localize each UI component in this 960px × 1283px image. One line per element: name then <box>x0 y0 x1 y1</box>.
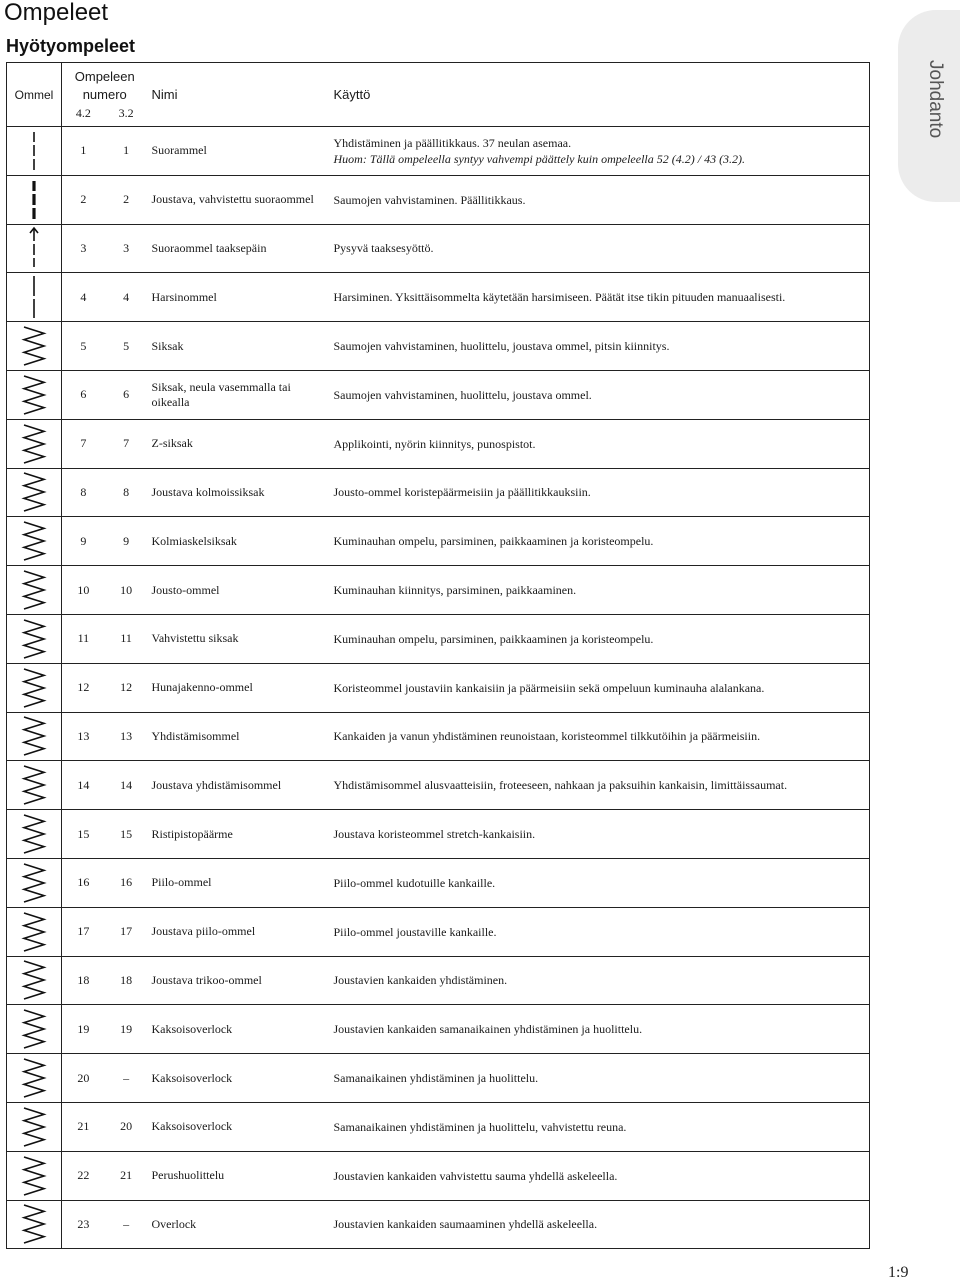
stitch-name: Kaksoisoverlock <box>148 1102 328 1151</box>
header-col-32: 3.2 <box>118 106 134 120</box>
stitch-name: Kaksoisoverlock <box>148 1054 328 1103</box>
header-kaytto: Käyttö <box>328 63 870 127</box>
table-row <box>7 370 870 419</box>
table-row <box>7 858 870 907</box>
stitch-usage-cell <box>328 712 870 761</box>
stitch-number-42: 20 <box>77 1070 90 1085</box>
stitch-icon-cell <box>7 1151 62 1200</box>
table-row <box>7 1200 870 1249</box>
stitch-number-cell <box>62 858 148 907</box>
stitch-name: Ristipistopäärme <box>148 810 328 859</box>
stitch-usage: Applikointi, nyörin kiinnitys, punospistot. <box>333 436 536 451</box>
stitch-number-42: 3 <box>80 240 87 255</box>
stitch-number-32: 1 <box>123 143 130 158</box>
stitch-number-cell <box>62 322 148 371</box>
stitch-number-cell <box>62 566 148 615</box>
stitch-usage: Harsiminen. Yksittäisommelta käytetään harsimiseen. Päätät itse tikin pituuden manuaalisesti. <box>333 290 786 305</box>
stitch-number-cell <box>62 175 148 224</box>
stitch-usage: Yhdistäminen ja päällitikkaus. 37 neulan asemaa. <box>333 135 572 150</box>
stitch-usage-cell <box>328 517 870 566</box>
stitch-number-cell <box>62 517 148 566</box>
stitch-number-cell <box>62 614 148 663</box>
table-row <box>7 614 870 663</box>
stitch-name: Vahvistettu siksak <box>148 614 328 663</box>
stitch-usage-cell <box>328 175 870 224</box>
stitch-usage: Saumojen vahvistaminen, huolittelu, joustava ommel, pitsin kiinnitys. <box>333 339 670 354</box>
stitch-usage: Kankaiden ja vanun yhdistäminen reunoistaan, koristeommel tilkkutöihin ja päärmeisiin. <box>333 729 761 744</box>
stitch-usage-cell <box>328 1151 870 1200</box>
stitch-number-32: – <box>123 1070 130 1085</box>
stitch-number-cell <box>62 1200 148 1249</box>
stitch-icon-cell <box>7 858 62 907</box>
stitch-number-cell <box>62 712 148 761</box>
stitch-name: Siksak <box>148 322 328 371</box>
table-row <box>7 1102 870 1151</box>
stitch-icon-cell <box>7 419 62 468</box>
stitch-number-cell <box>62 1102 148 1151</box>
stitch-number-cell <box>62 761 148 810</box>
reverse-straight-stitch-icon <box>7 225 61 271</box>
header-numero: Ompeleen numero 4.2 3.2 <box>62 63 148 127</box>
stitch-icon-cell <box>7 322 62 371</box>
stitch-usage-cell <box>328 663 870 712</box>
stitch-usage: Joustavien kankaiden saumaaminen yhdellä askeleella. <box>333 1217 598 1232</box>
stitch-name: Hunajakenno-ommel <box>148 663 328 712</box>
stitch-number-32: 9 <box>123 533 130 548</box>
stitch-usage-cell <box>328 1200 870 1249</box>
stitch-usage: Kuminauhan ompelu, parsiminen, paikkaaminen ja koristeompelu. <box>333 534 654 549</box>
table-row <box>7 517 870 566</box>
stitch-number-32: 7 <box>123 436 130 451</box>
stitch-name: Jousto-ommel <box>148 566 328 615</box>
stitch-icon-cell <box>7 663 62 712</box>
stitch-name: Kaksoisoverlock <box>148 1005 328 1054</box>
table-row <box>7 810 870 859</box>
stitch-usage: Pysyvä taaksesyöttö. <box>333 241 434 256</box>
table-row <box>7 907 870 956</box>
stitch-number-32: 16 <box>120 875 133 890</box>
stitch-number-32: 4 <box>123 289 130 304</box>
stitch-usage-cell <box>328 614 870 663</box>
double-overlock-c-icon <box>7 1104 61 1150</box>
stitch-number-42: 16 <box>77 875 90 890</box>
stitch-usage: Kuminauhan kiinnitys, parsiminen, paikkaaminen. <box>333 583 577 598</box>
table-row <box>7 468 870 517</box>
cross-stitch-hem-icon <box>7 811 61 857</box>
stitch-number-42: 6 <box>80 387 87 402</box>
joining-stitch-icon <box>7 713 61 759</box>
stitch-number-cell <box>62 468 148 517</box>
stitch-usage-cell <box>328 370 870 419</box>
basic-overcast-icon <box>7 1153 61 1199</box>
stitch-usage: Piilo-ommel kudotuille kankaille. <box>333 875 496 890</box>
triple-zigzag-icon <box>7 469 61 515</box>
stitch-number-42: 12 <box>77 680 90 695</box>
stitch-icon-cell <box>7 1200 62 1249</box>
table-row <box>7 322 870 371</box>
stitch-usage-cell <box>328 127 870 176</box>
stitch-usage-cell <box>328 956 870 1005</box>
stitch-usage-cell <box>328 1054 870 1103</box>
stitch-usage: Saumojen vahvistaminen. Päällitikkaus. <box>333 192 526 207</box>
stitch-usage-cell <box>328 907 870 956</box>
tricot-stitch-icon <box>7 957 61 1003</box>
three-step-zigzag-icon <box>7 518 61 564</box>
table-row <box>7 1151 870 1200</box>
section-title: Hyötyompeleet <box>6 36 136 56</box>
stitch-number-cell <box>62 956 148 1005</box>
stitch-icon-cell <box>7 273 62 322</box>
stitch-number-32: 12 <box>120 680 133 695</box>
stitch-number-42: 23 <box>77 1216 90 1231</box>
stitch-number-32: 3 <box>123 240 130 255</box>
stitch-usage: Joustava koristeommel stretch-kankaisiin. <box>333 827 536 842</box>
stitch-number-cell <box>62 370 148 419</box>
stitch-number-32: 13 <box>120 728 133 743</box>
reinforced-zigzag-icon <box>7 616 61 662</box>
header-ommel: Ommel <box>7 63 62 127</box>
stitch-name: Z-siksak <box>148 419 328 468</box>
stitch-name: Suoraommel taaksepäin <box>148 224 328 273</box>
stitch-number-32: 8 <box>123 484 130 499</box>
stitch-usage: Kuminauhan ompelu, parsiminen, paikkaaminen ja koristeompelu. <box>333 631 654 646</box>
stitch-number-32: 2 <box>123 192 130 207</box>
stitch-name: Suorammel <box>148 127 328 176</box>
stitch-number-32: 17 <box>120 924 133 939</box>
page-title: Ompeleet <box>4 0 109 26</box>
stitch-number-42: 18 <box>77 972 90 987</box>
stitch-number-32: – <box>123 1216 130 1231</box>
reinforced-straight-stitch-icon <box>7 177 61 223</box>
stitch-number-32: 18 <box>120 972 133 987</box>
stitch-number-32: 20 <box>120 1119 133 1134</box>
stitch-number-42: 7 <box>80 436 87 451</box>
stitch-number-42: 15 <box>77 826 90 841</box>
stitch-usage-cell <box>328 468 870 517</box>
stitch-name: Joustava piilo-ommel <box>148 907 328 956</box>
stitch-usage: Piilo-ommel joustaville kankaille. <box>333 924 497 939</box>
stitch-icon-cell <box>7 956 62 1005</box>
table-row <box>7 224 870 273</box>
stitch-number-42: 11 <box>77 631 90 646</box>
double-overlock-icon <box>7 1006 61 1052</box>
zigzag-offset-icon <box>7 372 61 418</box>
table-row <box>7 273 870 322</box>
zigzag-icon <box>7 323 61 369</box>
stitch-number-42: 13 <box>77 728 90 743</box>
stitch-usage: Saumojen vahvistaminen, huolittelu, joustava ommel. <box>333 387 592 402</box>
stitch-name: Joustava yhdistämisommel <box>148 761 328 810</box>
stitch-icon-cell <box>7 1054 62 1103</box>
stitch-name: Yhdistämisommel <box>148 712 328 761</box>
stitch-number-cell <box>62 907 148 956</box>
stitch-icon-cell <box>7 224 62 273</box>
table-row <box>7 127 870 176</box>
stitch-usage: Koristeommel joustaviin kankaisiin ja päärmeisiin sekä ompeluun kuminauha alalankana. <box>333 680 765 695</box>
z-zigzag-icon <box>7 421 61 467</box>
table-row <box>7 566 870 615</box>
stitch-number-42: 14 <box>77 777 90 792</box>
stitch-number-cell <box>62 1005 148 1054</box>
stretch-stitch-icon <box>7 567 61 613</box>
stitch-icon-cell <box>7 517 62 566</box>
stitch-number-32: 11 <box>120 631 132 646</box>
stitch-number-42: 10 <box>77 582 90 597</box>
stitch-usage-cell <box>328 419 870 468</box>
stitch-table <box>6 62 870 1249</box>
stitch-number-32: 10 <box>120 582 133 597</box>
stitch-icon-cell <box>7 907 62 956</box>
stitch-usage-cell <box>328 1005 870 1054</box>
honeycomb-stitch-icon <box>7 665 61 711</box>
stitch-number-42: 19 <box>77 1021 90 1036</box>
table-row <box>7 761 870 810</box>
stitch-usage-cell <box>328 224 870 273</box>
stitch-name: Overlock <box>148 1200 328 1249</box>
stitch-name: Kolmiaskelsiksak <box>148 517 328 566</box>
stitch-number-cell <box>62 273 148 322</box>
stitch-icon-cell <box>7 1102 62 1151</box>
table-row <box>7 956 870 1005</box>
table-row <box>7 175 870 224</box>
basting-stitch-icon <box>7 274 61 320</box>
stitch-number-32: 14 <box>120 777 133 792</box>
double-overlock-b-icon <box>7 1055 61 1101</box>
stitch-number-42: 5 <box>80 338 87 353</box>
stitch-usage: Joustavien kankaiden samanaikainen yhdistäminen ja huolittelu. <box>333 1022 643 1037</box>
stretch-joining-stitch-icon <box>7 762 61 808</box>
stitch-name: Piilo-ommel <box>148 858 328 907</box>
stitch-icon-cell <box>7 127 62 176</box>
stitch-number-42: 17 <box>77 924 90 939</box>
stitch-number-cell <box>62 224 148 273</box>
stitch-number-32: 5 <box>123 338 130 353</box>
table-row <box>7 1005 870 1054</box>
stitch-number-42: 21 <box>77 1119 90 1134</box>
stitch-usage-cell <box>328 858 870 907</box>
stitch-usage-cell <box>328 273 870 322</box>
stretch-blind-hem-icon <box>7 909 61 955</box>
stitch-icon-cell <box>7 566 62 615</box>
stitch-number-42: 2 <box>80 192 87 207</box>
stitch-icon-cell <box>7 175 62 224</box>
header-col-42: 4.2 <box>75 106 91 120</box>
stitch-number-cell <box>62 663 148 712</box>
stitch-icon-cell <box>7 810 62 859</box>
stitch-usage-cell <box>328 810 870 859</box>
page-number: 1:9 <box>888 1264 909 1281</box>
stitch-number-32: 21 <box>120 1168 133 1183</box>
stitch-usage: Samanaikainen yhdistäminen ja huolittelu. <box>333 1071 539 1086</box>
stitch-icon-cell <box>7 468 62 517</box>
stitch-name: Joustava kolmoissiksak <box>148 468 328 517</box>
stitch-note: Huom: Tällä ompeleella syntyy vahvempi päättely kuin ompeleella 52 (4.2) / 43 (3.2). <box>333 151 746 166</box>
table-row <box>7 712 870 761</box>
stitch-number-42: 4 <box>80 289 87 304</box>
stitch-usage-cell <box>328 566 870 615</box>
stitch-usage: Yhdistämisommel alusvaatteisiin, froteeseen, nahkaan ja paksuihin kankaisin, limittäissaumat. <box>333 778 788 793</box>
stitch-icon-cell <box>7 712 62 761</box>
stitch-number-32: 15 <box>120 826 133 841</box>
stitch-number-cell <box>62 810 148 859</box>
side-tab-label: Johdanto <box>925 60 946 139</box>
stitch-name: Perushuolittelu <box>148 1151 328 1200</box>
stitch-name: Harsinommel <box>148 273 328 322</box>
stitch-number-32: 19 <box>120 1021 133 1036</box>
stitch-usage: Samanaikainen yhdistäminen ja huolittelu, vahvistettu reuna. <box>333 1119 627 1134</box>
stitch-number-cell <box>62 419 148 468</box>
stitch-name: Joustava trikoo-ommel <box>148 956 328 1005</box>
stitch-usage: Joustavien kankaiden yhdistäminen. <box>333 973 508 988</box>
stitch-usage: Jousto-ommel koristepäärmeisiin ja päällitikkauksiin. <box>333 485 591 500</box>
table-row <box>7 1054 870 1103</box>
stitch-icon-cell <box>7 370 62 419</box>
stitch-number-cell <box>62 1054 148 1103</box>
stitch-name: Siksak, neula vasemmalla tai oikealla <box>148 370 328 419</box>
stitch-number-cell <box>62 1151 148 1200</box>
stitch-usage-cell <box>328 322 870 371</box>
stitch-icon-cell <box>7 761 62 810</box>
stitch-number-32: 6 <box>123 387 130 402</box>
stitch-icon-cell <box>7 614 62 663</box>
table-row <box>7 419 870 468</box>
stitch-usage: Joustavien kankaiden vahvistettu sauma yhdellä askeleella. <box>333 1168 618 1183</box>
stitch-number-42: 8 <box>80 484 87 499</box>
stitch-number-42: 22 <box>77 1168 90 1183</box>
stitch-usage-cell <box>328 761 870 810</box>
blind-hem-icon <box>7 860 61 906</box>
table-row <box>7 663 870 712</box>
stitch-usage-cell <box>328 1102 870 1151</box>
stitch-name: Joustava, vahvistettu suoraommel <box>148 175 328 224</box>
stitch-icon-cell <box>7 1005 62 1054</box>
stitch-number-42: 1 <box>80 143 87 158</box>
header-nimi: Nimi <box>148 63 328 127</box>
straight-stitch-icon <box>7 128 61 174</box>
stitch-number-cell <box>62 127 148 176</box>
stitch-number-42: 9 <box>80 533 87 548</box>
overlock-icon <box>7 1201 61 1247</box>
